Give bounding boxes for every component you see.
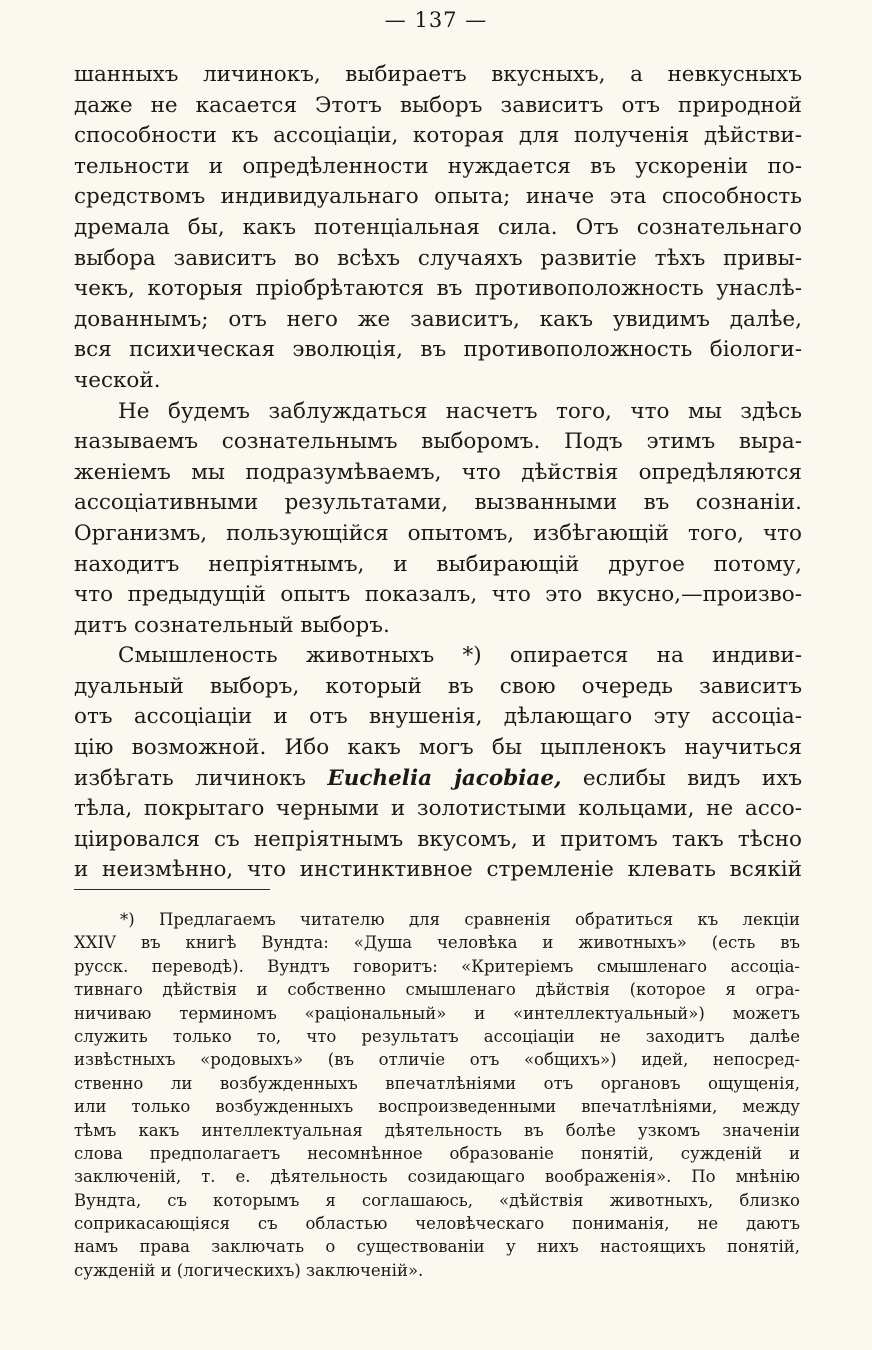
text-line: шанныхъ личинокъ, выбираетъ вкусныхъ, а невкусныхъ [74,62,802,87]
footnote-line: *) Предлагаемъ читателю для сравненія обратиться къ лекціи [120,910,800,929]
text-line: ассоціативными результатами, вызванными въ сознаніи. [74,490,802,516]
text-line: и неизмѣнно, что инстинктивное стремленіе клевать всякій [74,857,802,883]
footnote-line: намъ права заключать о существованіи у нихъ настоящихъ понятій, [74,1237,800,1257]
text-line: вся психическая эволюція, въ противоположность біологи- [74,337,802,363]
footnote-divider [74,889,270,890]
footnote-line: тѣмъ какъ интеллектуальная дѣятельность въ болѣе узкомъ значеніи [74,1120,800,1140]
page-number: — 137 — [384,8,488,32]
text-line: тельности и опредѣленности нуждается въ ускореніи по- [74,153,802,179]
text-line: ціировался съ непріятнымъ вкусомъ, и притомъ такъ тѣсно [74,826,802,852]
text-line: дованнымъ; отъ него же зависитъ, какъ увидимъ далѣе, [74,306,802,332]
main-text [74,60,802,886]
footnote-line: ничиваю терминомъ «раціональный» и «интеллектуальный») можетъ [74,1003,800,1023]
text-line [74,764,802,795]
text-segment: еслибы видъ ихъ [561,765,802,791]
text-line: средствомъ индивидуальнаго опыта; иначе эта способность [74,184,802,210]
footnote-line: заключеній, т. е. дѣятельность созидающаго воображенія». По мнѣнію [74,1167,800,1187]
footnote-line: извѣстныхъ «родовыхъ» (въ отличіе отъ «общихъ») идей, непосред- [74,1050,800,1070]
text-line: дуальный выборъ, который въ свою очередь зависитъ [74,673,802,699]
footnote-line: тивнаго дѣйствія и собственно смышленаго дѣйствія (которое я огра- [74,980,800,1000]
footnote-line: или только возбужденныхъ воспроизведенными впечатлѣніями, между [74,1097,800,1117]
text-line: даже не касается Этотъ выборъ зависитъ отъ природной [74,92,802,118]
footnote-line: ственно ли возбужденныхъ впечатлѣніями отъ органовъ ощущенія, [74,1073,800,1093]
footnote-line: Вундта, съ которымъ я соглашаюсь, «дѣйствія животныхъ, близко [74,1190,800,1210]
text-line: ческой. [74,367,161,393]
text-line: находитъ непріятнымъ, и выбирающій другое потому, [74,551,802,577]
footnote-line: XXIV въ книгѣ Вундта: «Душа человѣка и животныхъ» (есть въ [74,933,800,953]
footnote-line: русск. переводѣ). Вундтъ говоритъ: «Критеріемъ смышленаго ассоціа- [74,956,800,976]
text-line: тѣла, покрытаго черными и золотистыми кольцами, не ассо- [74,796,802,822]
text-line: Смышленость животныхъ *) опирается на индиви- [118,643,802,669]
text-line: отъ ассоціаціи и отъ внушенія, дѣлающаго эту ассоціа- [74,704,802,730]
text-line: способности къ ассоціаціи, которая для полученія дѣйстви- [74,123,802,149]
text-line: что предыдущій опытъ показалъ, что это вкусно,—произво- [74,582,802,608]
text-line: чекъ, которыя пріобрѣтаются въ противоположность унаслѣ- [74,276,802,302]
text-line: называемъ сознательнымъ выборомъ. Подъ этимъ выра- [74,429,802,455]
text-line: дитъ сознательный выборъ. [74,612,390,638]
footnote [74,908,800,1282]
text-line: выбора зависитъ во всѣхъ случаяхъ развитіе тѣхъ привы- [74,245,802,271]
text-line: Не будемъ заблуждаться насчетъ того, что мы здѣсь [118,398,802,424]
text-line: цію возможной. Ибо какъ могъ бы цыпленокъ научиться [74,735,802,761]
species-name: Euchelia jacobiae, [327,765,562,791]
footnote-line: служить только то, что результатъ ассоціаціи не заходитъ далѣе [74,1026,800,1046]
text-line: женіемъ мы подразумѣваемъ, что дѣйствія опредѣляются [74,459,802,485]
footnote-line: соприкасающіяся съ областью человѣческаго пониманія, не даютъ [74,1214,800,1234]
text-line: дремала бы, какъ потенціальная сила. Отъ сознательнаго [74,214,802,240]
text-segment: избѣгать личинокъ [74,765,328,791]
text-line: Организмъ, пользующійся опытомъ, избѣгающій того, что [74,520,802,546]
footnote-line: сужденій и (логическихъ) заключеній». [74,1260,424,1280]
footnote-line: слова предполагаетъ несомнѣнное образованіе понятій, сужденій и [74,1143,800,1163]
